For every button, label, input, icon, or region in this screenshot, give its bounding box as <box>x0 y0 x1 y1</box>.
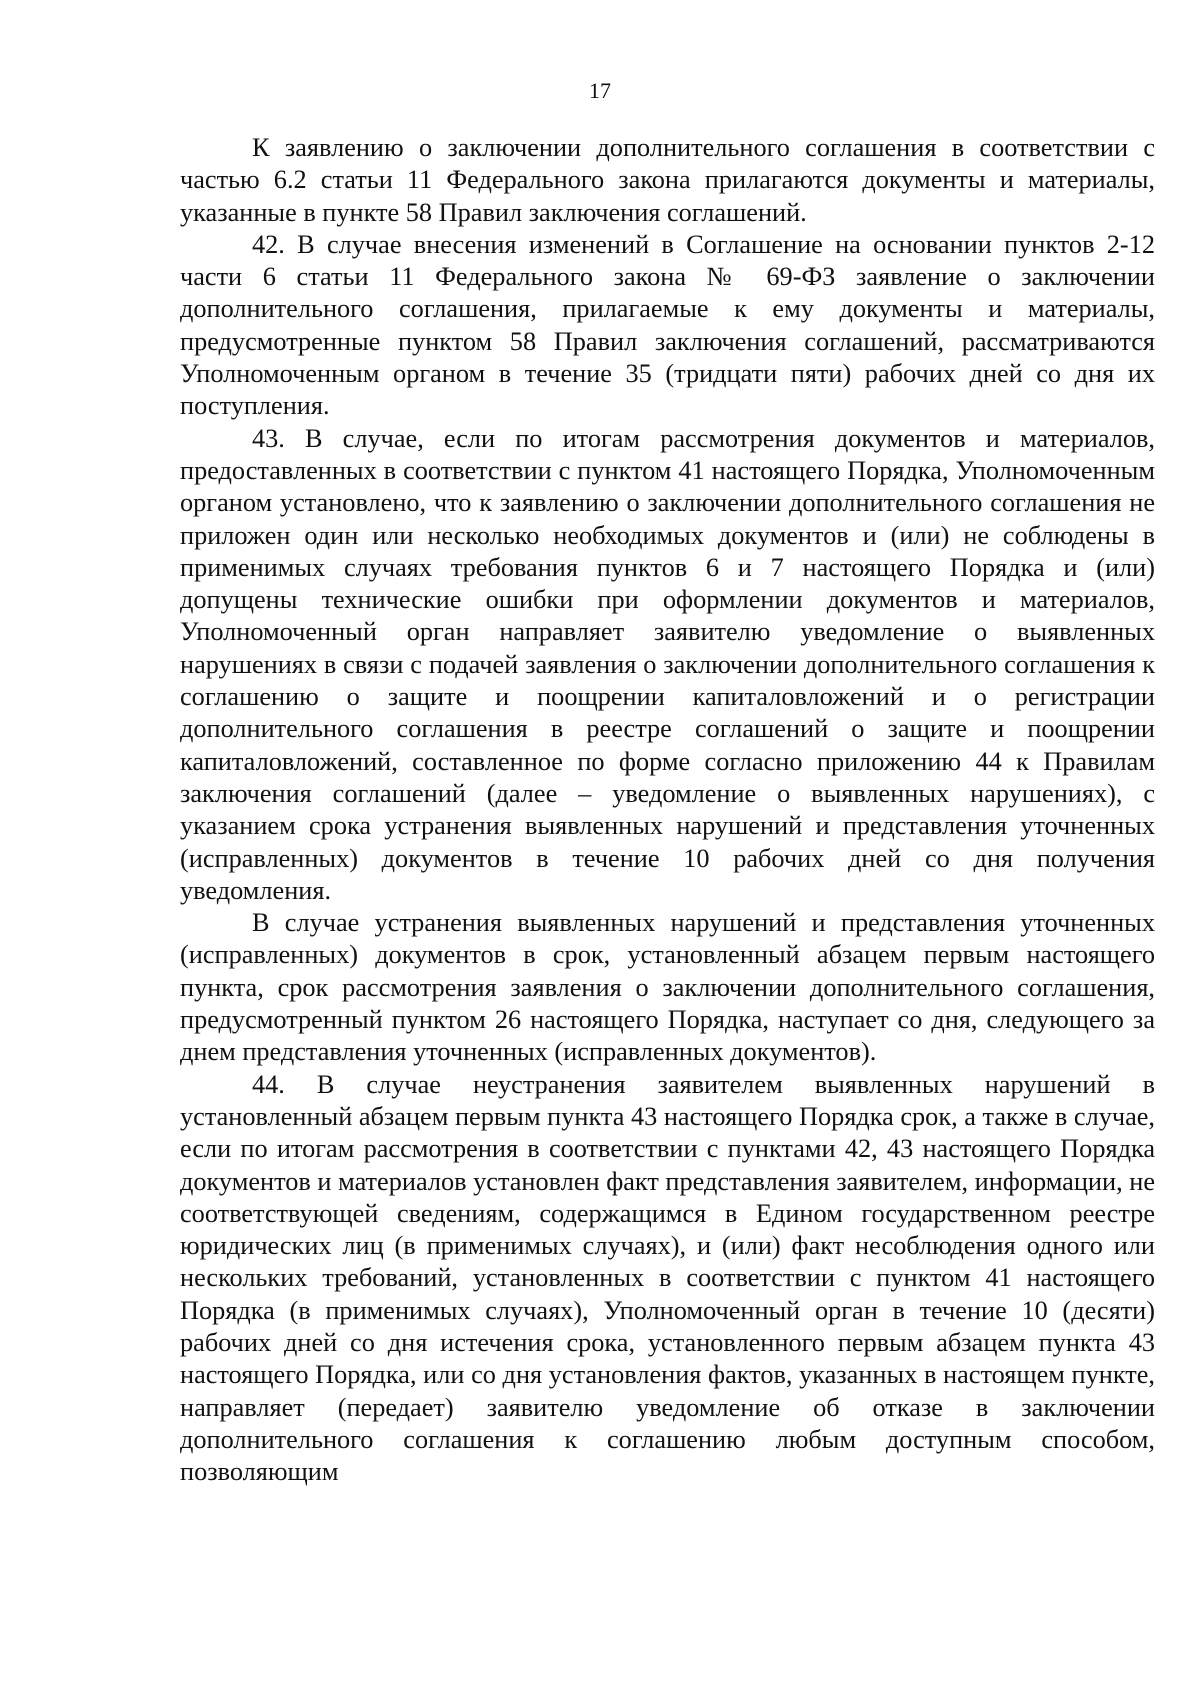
paragraph-item-44: 44. В случае неустранения заявителем выявленных нарушений в установленный абзацем первым пункта 43 настоящего Порядка срок, а также в случае, если по итогам рассмотрения в соответствии с пунктами 42, 43 настоящего Порядка документов и материалов установлен факт представления заявителем, информации, не соответствующей сведениям, содержащимся в Едином государственном реестре юридических лиц (в применимых случаях), и (или) факт несоблюдения одного или нескольких требований, установленных в соответствии с пунктом 41 настоящего Порядка (в применимых случаях), Уполномоченный орган в течение 10 (десяти) рабочих дней со дня истечения срока, установленного первым абзацем пункта 43 настоящего Порядка, или со дня установления фактов, указанных в настоящем пункте, направляет (передает) заявителю уведомление об отказе в заключении дополнительного соглашения к соглашению любым доступным способом, позволяющим <box>180 1069 1155 1487</box>
document-body <box>180 132 1155 1488</box>
paragraph-attachments: К заявлению о заключении дополнительного соглашения в соответствии с частью 6.2 статьи 11 Федерального закона прилагаются документы и материалы, указанные в пункте 58 Правил заключения соглашений. <box>180 133 1155 227</box>
paragraph-item-43-second: В случае устранения выявленных нарушений и представления уточненных (исправленных) документов в срок, установленный абзацем первым настоящего пункта, срок рассмотрения заявления о заключении дополнительного соглашения, предусмотренный пунктом 26 настоящего Порядка, наступает со дня, следующего за днем представления уточненных (исправленных документов). <box>180 908 1155 1067</box>
page-number: 17 <box>589 78 611 103</box>
paragraph-item-42: 42. В случае внесения изменений в Соглашение на основании пунктов 2-12 части 6 статьи 11 Федерального закона № 69-ФЗ заявление о заключении дополнительного соглашения, прилагаемые к ему документы и материалы, предусмотренные пунктом 58 Правил заключения соглашений, рассматриваются Уполномоченным органом в течение 35 (тридцати пяти) рабочих дней со дня их поступления. <box>180 229 1155 421</box>
paragraph-item-43: 43. В случае, если по итогам рассмотрения документов и материалов, предоставленных в соответствии с пунктом 41 настоящего Порядка, Уполномоченным органом установлено, что к заявлению о заключении дополнительного соглашения не приложен один или несколько необходимых документов и (или) не соблюдены в применимых случаях требования пунктов 6 и 7 настоящего Порядка и (или) допущены технические ошибки при оформлении документов и материалов, Уполномоченный орган направляет заявителю уведомление о выявленных нарушениях в связи с подачей заявления о заключении дополнительного соглашения к соглашению о защите и поощрении капиталовложений и о регистрации дополнительного соглашения в реестре соглашений о защите и поощрении капиталовложений, составленное по форме согласно приложению 44 к Правилам заключения соглашений (далее – уведомление о выявленных нарушениях), с указанием срока устранения выявленных нарушений и представления уточненных (исправленных) документов в течение 10 рабочих дней со дня получения уведомления. <box>180 423 1155 905</box>
